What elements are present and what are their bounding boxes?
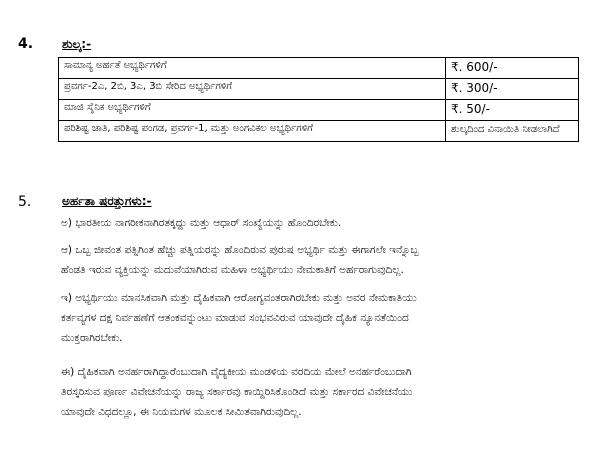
fee-category: ಸಾಮಾನ್ಯ ಅರ್ಹತೆ ಅಭ್ಯರ್ಥಿಗಳಿಗೆ (59, 58, 446, 79)
item-line: ಕರ್ತವ್ಯಗಳ ದಕ್ಷ ನಿರ್ವಹಣೆಗೆ ಆತಂಕವನ್ನುಂಟು ಮಾಡುವ ಸಂಭವವಿರುವ ಯಾವುದೇ ದೈಹಿಕ ನ್ಯೂನತೆಯಿಂದ (61, 312, 409, 324)
item-line: ಇ) ಅಭ್ಯರ್ಥಿಯು ಮಾನಸಿಕವಾಗಿ ಮತ್ತು ದೈಹಿಕವಾಗಿ ಆರೋಗ್ಯವಂತರಾಗಿರಬೇಕು ಮತ್ತು ಅವರ ನೇಮಕಾತಿಯು (61, 292, 417, 304)
eligibility-item-ii (61, 362, 581, 422)
item-line: ಅ) ಭಾರತೀಯ ನಾಗರೀಕನಾಗಿರತಕ್ಕದ್ದು ಮತ್ತು ಆಧಾರ್ ಸಂಖ್ಯೆಯನ್ನು ಹೊಂದಿರಬೇಕು. (61, 217, 342, 229)
item-line: ತಿರಸ್ಕರಿಸುವ ಪೂರ್ಣ ವಿವೇಚನೆಯನ್ನು ರಾಜ್ಯ ಸರ್ಕಾರವು ಕಾಯ್ದಿರಿಸಿಕೊಂಡಿದೆ ಮತ್ತು ಸರ್ಕಾರದ ವಿವೇಚನೆಯು (61, 386, 413, 398)
fee-row (59, 121, 579, 142)
fee-exemption: ಶುಲ್ಕದಿಂದ ವಿನಾಯಿತಿ ನೀಡಲಾಗಿದೆ (446, 121, 579, 142)
fee-table (58, 57, 579, 142)
fee-amount: ₹. 600/- (446, 58, 579, 79)
fee-category: ಪರಿಶಿಷ್ಟ ಜಾತಿ, ಪರಿಶಿಷ್ಟ ಪಂಗಡ, ಪ್ರವರ್ಗ-1, ಮತ್ತು ಅಂಗವಿಕಲ ಅಭ್ಯರ್ಥಿಗಳಿಗೆ (59, 121, 446, 142)
eligibility-item-aa (61, 240, 581, 280)
fee-category: ಮಾಜಿ ಸೈನಿಕ ಅಭ್ಯರ್ಥಿಗಳಿಗೆ (59, 100, 446, 121)
section-4-title: ಶುಲ್ಕ:- (62, 37, 92, 51)
item-line: ಆ) ಒಬ್ಬ ಜೀವಂತ ಪತ್ನಿಗಿಂತ ಹೆಚ್ಚು ಪತ್ನಿಯರನ್ನು ಹೊಂದಿರುವ ಪುರುಷ ಅಭ್ಯರ್ಥಿ ಮತ್ತು ಈಗಾಗಲೇ ಇನ್ನೊಬ್ಬ (61, 244, 419, 256)
item-line: ಯಾವುದೇ ವಿಧದಲ್ಲೂ, ಈ ನಿಯಮಗಳ ಮೂಲಕ ಸೀಮಿತವಾಗಿರುವುದಿಲ್ಲ. (61, 406, 302, 418)
section-5-title: ಅರ್ಹತಾ ಷರತ್ತುಗಳು:- (62, 194, 152, 208)
eligibility-item-i (61, 288, 581, 348)
item-line: ಈ) ದೈಹಿಕವಾಗಿ ಅನರ್ಹರಾಗಿದ್ದಾರೆಂಬುದಾಗಿ ವೈದ್ಯಕೀಯ ಮಂಡಳಿಯ ವರದಿಯ ಮೇಲೆ ಅನರ್ಹರೆಂಬುದಾಗಿ (61, 366, 412, 378)
item-line: ಹೆಂಡತಿ ಇರುವ ವ್ಯಕ್ತಿಯನ್ನು ಮದುವೆಯಾಗಿರುವ ಮಹಿಳಾ ಅಭ್ಯರ್ಥಿಯು ನೇಮಕಾತಿಗೆ ಅರ್ಹರಾಗುವುದಿಲ್ಲ. (61, 264, 404, 276)
fee-amount: ₹. 50/- (446, 100, 579, 121)
item-line: ಮುಕ್ತರಾಗಿರಬೇಕು. (61, 332, 123, 344)
fee-row (59, 79, 579, 100)
fee-row (59, 100, 579, 121)
fee-row (59, 58, 579, 79)
section-4-number: 4. (18, 36, 34, 52)
fee-category: ಪ್ರವರ್ಗ-2ಎ, 2ಬಿ, 3ಎ, 3ಬಿ ಸೇರಿದ ಅಭ್ಯರ್ಥಿಗಳಿಗೆ (59, 79, 446, 100)
section-5-number: 5. (18, 194, 32, 210)
fee-amount: ₹. 300/- (446, 79, 579, 100)
eligibility-item-a (61, 213, 581, 233)
